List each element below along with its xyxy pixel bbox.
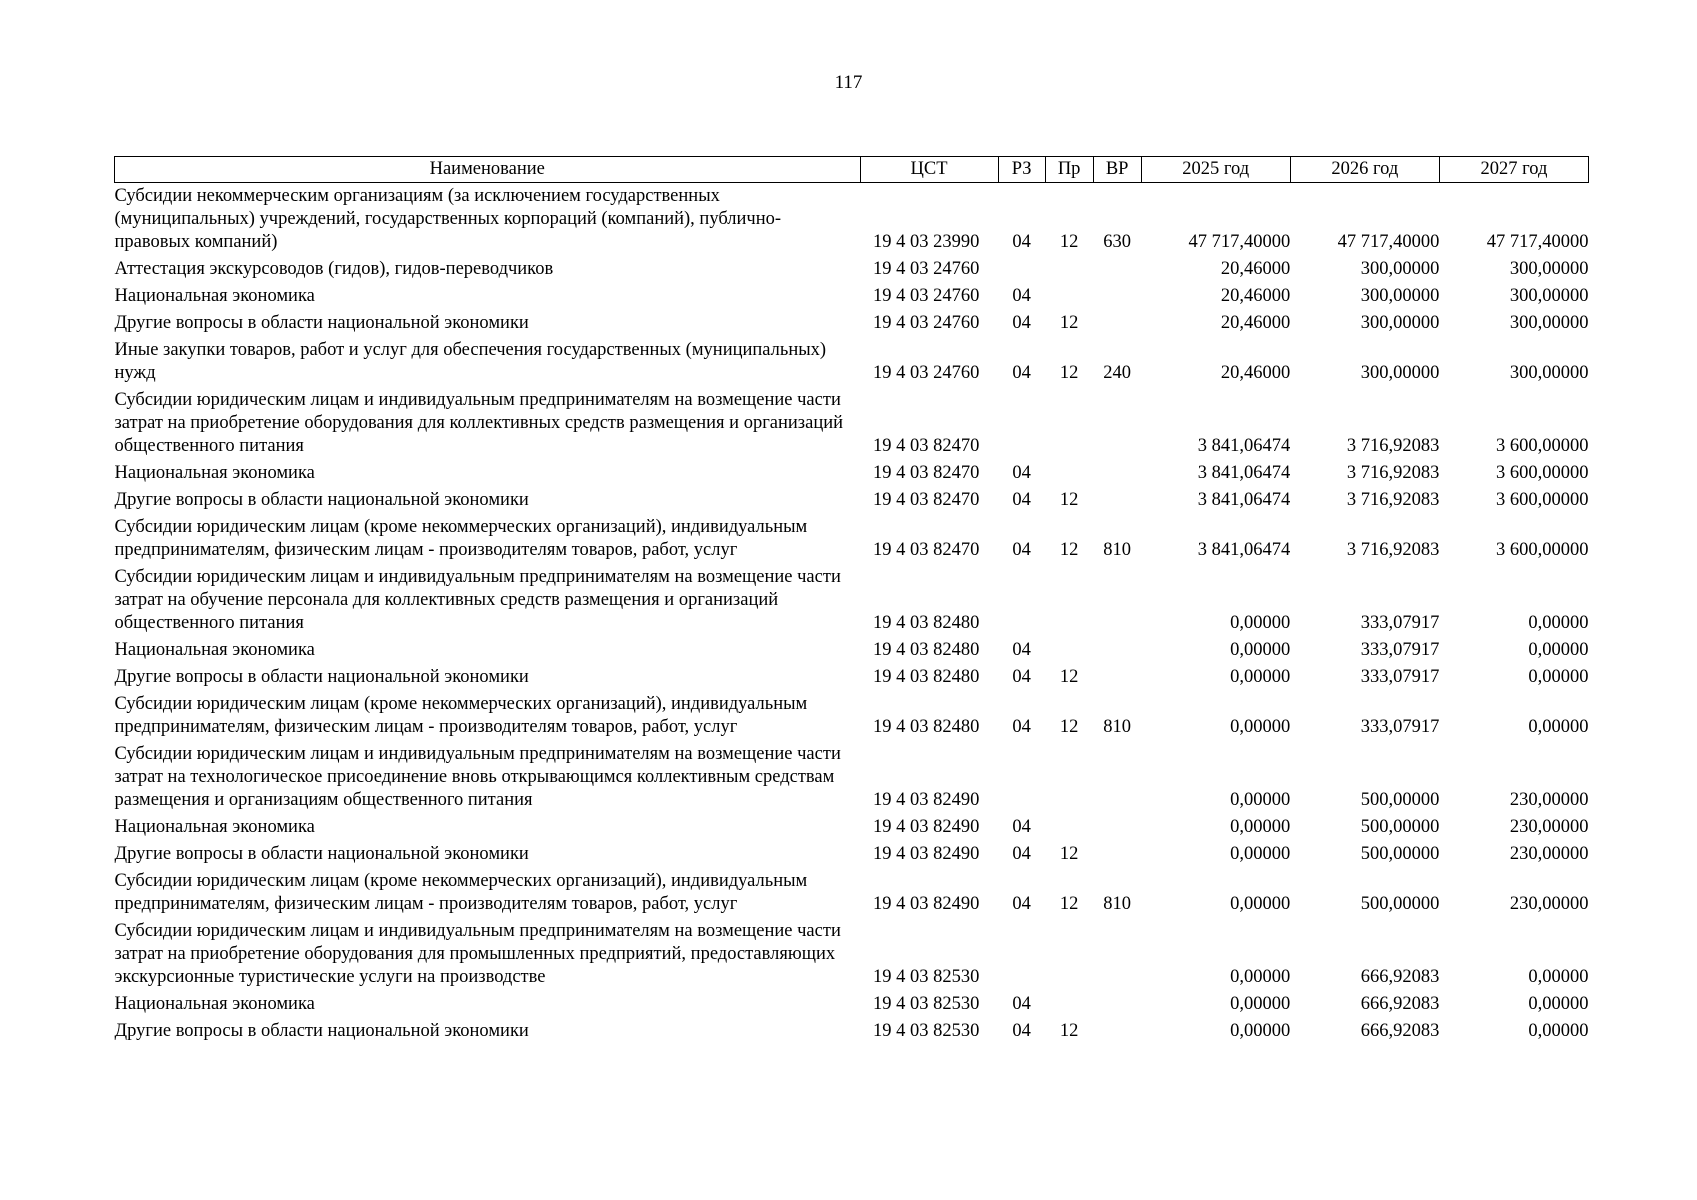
cell-pr: 12 <box>1059 844 1079 864</box>
cell-2027: 300,00000 <box>1509 363 1589 383</box>
header-2025: 2025 год <box>1141 157 1290 183</box>
cell-name: Субсидии юридическим лицам и индивидуальным предпринимателям на возмещение части затрат на обучение персонала для коллективных средств размещения и организаций общественного питания <box>114 567 841 633</box>
header-rz: РЗ <box>998 157 1045 183</box>
cell-2025: 47 717,40000 <box>1188 232 1291 252</box>
cell-rz <box>998 918 1045 991</box>
cell-cst: 19 4 03 82490 <box>873 817 980 837</box>
cell-2025: 0,00000 <box>1230 817 1291 837</box>
cell-2026: 333,07917 <box>1360 640 1440 660</box>
cell-vr <box>1093 387 1141 460</box>
table-row <box>115 460 1589 487</box>
cell-2026: 3 716,92083 <box>1346 463 1440 483</box>
cell-vr: 240 <box>1103 363 1132 383</box>
cell-rz: 04 <box>1012 640 1031 660</box>
cell-cst: 19 4 03 82470 <box>873 540 980 560</box>
cell-pr <box>1045 283 1093 310</box>
cell-2026: 300,00000 <box>1360 313 1440 333</box>
cell-rz: 04 <box>1012 717 1031 737</box>
cell-2027: 230,00000 <box>1509 817 1589 837</box>
header-vr: ВР <box>1093 157 1141 183</box>
cell-2025: 3 841,06474 <box>1197 463 1291 483</box>
table-row <box>115 868 1589 918</box>
cell-2027: 230,00000 <box>1509 790 1589 810</box>
cell-name: Национальная экономика <box>114 463 315 483</box>
cell-name: Аттестация экскурсоводов (гидов), гидов-переводчиков <box>114 259 554 279</box>
cell-cst: 19 4 03 82530 <box>873 967 980 987</box>
cell-name: Субсидии юридическим лицам (кроме некоммерческих организаций), индивидуальным предпринимателям, физическим лицам - производителям товаров, работ, услуг <box>114 871 808 914</box>
cell-pr: 12 <box>1059 232 1079 252</box>
cell-pr: 12 <box>1059 540 1079 560</box>
cell-name: Другие вопросы в области национальной экономики <box>114 667 529 687</box>
cell-rz: 04 <box>1012 540 1031 560</box>
table-row <box>115 991 1589 1018</box>
cell-cst: 19 4 03 82480 <box>873 717 980 737</box>
table-row <box>115 1018 1589 1045</box>
table-row <box>115 918 1589 991</box>
cell-2025: 0,00000 <box>1230 894 1291 914</box>
cell-pr: 12 <box>1059 667 1079 687</box>
cell-name: Другие вопросы в области национальной экономики <box>114 313 529 333</box>
cell-rz: 04 <box>1012 232 1031 252</box>
cell-2025: 0,00000 <box>1230 613 1291 633</box>
cell-cst: 19 4 03 82490 <box>873 790 980 810</box>
table-row <box>115 741 1589 814</box>
cell-vr <box>1093 841 1141 868</box>
cell-2025: 0,00000 <box>1230 844 1291 864</box>
cell-2025: 20,46000 <box>1220 259 1291 279</box>
cell-2027: 0,00000 <box>1528 1021 1589 1041</box>
cell-2026: 3 716,92083 <box>1346 540 1440 560</box>
cell-cst: 19 4 03 82480 <box>873 640 980 660</box>
cell-2026: 333,07917 <box>1360 717 1440 737</box>
cell-2026: 500,00000 <box>1360 894 1440 914</box>
cell-2027: 47 717,40000 <box>1486 232 1589 252</box>
cell-2025: 3 841,06474 <box>1197 540 1291 560</box>
cell-2026: 3 716,92083 <box>1346 436 1440 456</box>
cell-2026: 300,00000 <box>1360 286 1440 306</box>
table-row <box>115 337 1589 387</box>
cell-name: Национальная экономика <box>114 817 315 837</box>
cell-cst: 19 4 03 82490 <box>873 844 980 864</box>
cell-2025: 0,00000 <box>1230 667 1291 687</box>
cell-rz: 04 <box>1012 490 1031 510</box>
cell-2025: 20,46000 <box>1220 286 1291 306</box>
cell-pr: 12 <box>1059 894 1079 914</box>
cell-name: Иные закупки товаров, работ и услуг для обеспечения государственных (муниципальных) нужд <box>114 340 827 383</box>
cell-name: Другие вопросы в области национальной экономики <box>114 844 529 864</box>
cell-rz <box>998 256 1045 283</box>
cell-rz: 04 <box>1012 844 1031 864</box>
cell-vr <box>1093 991 1141 1018</box>
cell-rz: 04 <box>1012 313 1031 333</box>
cell-2026: 3 716,92083 <box>1346 490 1440 510</box>
cell-2027: 300,00000 <box>1509 259 1589 279</box>
cell-vr <box>1093 460 1141 487</box>
cell-pr: 12 <box>1059 490 1079 510</box>
cell-cst: 19 4 03 82490 <box>873 894 980 914</box>
table-row <box>115 183 1589 257</box>
table-row <box>115 564 1589 637</box>
header-2026: 2026 год <box>1290 157 1439 183</box>
cell-cst: 19 4 03 24760 <box>873 313 980 333</box>
cell-cst: 19 4 03 24760 <box>873 259 980 279</box>
cell-vr <box>1093 814 1141 841</box>
header-name: Наименование <box>115 157 861 183</box>
table-row <box>115 256 1589 283</box>
cell-cst: 19 4 03 82470 <box>873 490 980 510</box>
cell-pr <box>1045 637 1093 664</box>
cell-2025: 0,00000 <box>1230 717 1291 737</box>
page-number: 117 <box>834 72 863 93</box>
cell-vr: 810 <box>1103 717 1132 737</box>
cell-2025: 0,00000 <box>1230 640 1291 660</box>
cell-name: Субсидии юридическим лицам и индивидуальным предпринимателям на возмещение части затрат на приобретение оборудования для коллективных средств размещения и организаций общественного питания <box>114 390 844 456</box>
cell-name: Субсидии юридическим лицам (кроме некоммерческих организаций), индивидуальным предпринимателям, физическим лицам - производителям товаров, работ, услуг <box>114 517 808 560</box>
cell-vr: 630 <box>1103 232 1132 252</box>
header-pr: Пр <box>1045 157 1093 183</box>
table-row <box>115 637 1589 664</box>
cell-pr <box>1045 918 1093 991</box>
cell-cst: 19 4 03 82480 <box>873 613 980 633</box>
cell-pr <box>1045 387 1093 460</box>
cell-2026: 500,00000 <box>1360 817 1440 837</box>
cell-cst: 19 4 03 23990 <box>873 232 980 252</box>
cell-rz: 04 <box>1012 894 1031 914</box>
cell-vr <box>1093 487 1141 514</box>
cell-pr <box>1045 564 1093 637</box>
budget-table <box>114 156 1589 1045</box>
cell-2026: 666,92083 <box>1360 1021 1440 1041</box>
cell-2025: 20,46000 <box>1220 313 1291 333</box>
cell-vr: 810 <box>1103 540 1132 560</box>
cell-vr <box>1093 664 1141 691</box>
cell-rz <box>998 387 1045 460</box>
cell-2026: 500,00000 <box>1360 844 1440 864</box>
cell-name: Национальная экономика <box>114 640 315 660</box>
cell-cst: 19 4 03 82470 <box>873 436 980 456</box>
cell-cst: 19 4 03 82470 <box>873 463 980 483</box>
cell-vr <box>1093 637 1141 664</box>
table-row <box>115 691 1589 741</box>
cell-rz: 04 <box>1012 667 1031 687</box>
cell-vr: 810 <box>1103 894 1132 914</box>
cell-pr: 12 <box>1059 313 1079 333</box>
table-row <box>115 487 1589 514</box>
cell-2027: 0,00000 <box>1528 717 1589 737</box>
cell-rz: 04 <box>1012 817 1031 837</box>
cell-2026: 300,00000 <box>1360 363 1440 383</box>
cell-vr <box>1093 918 1141 991</box>
header-2027: 2027 год <box>1439 157 1588 183</box>
cell-vr <box>1093 1018 1141 1045</box>
cell-pr <box>1045 814 1093 841</box>
table-row <box>115 664 1589 691</box>
cell-2025: 0,00000 <box>1230 1021 1291 1041</box>
header-cst: ЦСТ <box>860 157 998 183</box>
cell-2027: 0,00000 <box>1528 667 1589 687</box>
cell-rz: 04 <box>1012 286 1031 306</box>
cell-pr <box>1045 991 1093 1018</box>
cell-2025: 3 841,06474 <box>1197 490 1291 510</box>
cell-pr: 12 <box>1059 717 1079 737</box>
cell-2025: 3 841,06474 <box>1197 436 1291 456</box>
cell-pr <box>1045 741 1093 814</box>
cell-rz: 04 <box>1012 1021 1031 1041</box>
cell-2027: 3 600,00000 <box>1496 436 1589 456</box>
cell-2025: 0,00000 <box>1230 994 1291 1014</box>
cell-2027: 3 600,00000 <box>1496 540 1589 560</box>
cell-2026: 300,00000 <box>1360 259 1440 279</box>
cell-pr: 12 <box>1059 1021 1079 1041</box>
cell-2027: 300,00000 <box>1509 286 1589 306</box>
cell-2027: 0,00000 <box>1528 967 1589 987</box>
table-row <box>115 283 1589 310</box>
cell-cst: 19 4 03 82530 <box>873 1021 980 1041</box>
cell-2026: 500,00000 <box>1360 790 1440 810</box>
cell-cst: 19 4 03 82530 <box>873 994 980 1014</box>
cell-vr <box>1093 283 1141 310</box>
cell-2027: 0,00000 <box>1528 640 1589 660</box>
cell-rz: 04 <box>1012 363 1031 383</box>
cell-name: Другие вопросы в области национальной экономики <box>114 490 529 510</box>
cell-2026: 333,07917 <box>1360 613 1440 633</box>
cell-vr <box>1093 741 1141 814</box>
cell-2025: 0,00000 <box>1230 790 1291 810</box>
cell-2027: 3 600,00000 <box>1496 490 1589 510</box>
table-row <box>115 814 1589 841</box>
cell-rz: 04 <box>1012 463 1031 483</box>
cell-name: Национальная экономика <box>114 286 315 306</box>
cell-2025: 0,00000 <box>1230 967 1291 987</box>
cell-rz: 04 <box>1012 994 1031 1014</box>
table-row <box>115 310 1589 337</box>
cell-pr <box>1045 460 1093 487</box>
cell-2027: 230,00000 <box>1509 894 1589 914</box>
table-row <box>115 514 1589 564</box>
cell-pr: 12 <box>1059 363 1079 383</box>
cell-cst: 19 4 03 82480 <box>873 667 980 687</box>
cell-cst: 19 4 03 24760 <box>873 363 980 383</box>
cell-2026: 47 717,40000 <box>1337 232 1440 252</box>
cell-vr <box>1093 256 1141 283</box>
cell-2026: 666,92083 <box>1360 967 1440 987</box>
cell-pr <box>1045 256 1093 283</box>
cell-vr <box>1093 310 1141 337</box>
header-row <box>115 157 1589 183</box>
cell-rz <box>998 564 1045 637</box>
cell-name: Национальная экономика <box>114 994 315 1014</box>
table-row <box>115 387 1589 460</box>
cell-2026: 666,92083 <box>1360 994 1440 1014</box>
cell-2025: 20,46000 <box>1220 363 1291 383</box>
cell-cst: 19 4 03 24760 <box>873 286 980 306</box>
cell-2027: 3 600,00000 <box>1496 463 1589 483</box>
cell-vr <box>1093 564 1141 637</box>
cell-2027: 0,00000 <box>1528 613 1589 633</box>
cell-rz <box>998 741 1045 814</box>
cell-2027: 230,00000 <box>1509 844 1589 864</box>
cell-2027: 0,00000 <box>1528 994 1589 1014</box>
table-row <box>115 841 1589 868</box>
table-header <box>115 157 1589 183</box>
cell-2027: 300,00000 <box>1509 313 1589 333</box>
cell-name: Другие вопросы в области национальной экономики <box>114 1021 529 1041</box>
cell-name: Субсидии юридическим лицам и индивидуальным предпринимателям на возмещение части затрат на приобретение оборудования для промышленных предприятий, предоставляющих экскурсионные туристические услуги на производстве <box>114 921 841 987</box>
cell-name: Субсидии юридическим лицам (кроме некоммерческих организаций), индивидуальным предпринимателям, физическим лицам - производителям товаров, работ, услуг <box>114 694 808 737</box>
cell-name: Субсидии юридическим лицам и индивидуальным предпринимателям на возмещение части затрат на технологическое присоединение вновь открывающимся коллективным средствам размещения и организациям общественного питания <box>114 744 841 810</box>
cell-2026: 333,07917 <box>1360 667 1440 687</box>
cell-name: Субсидии некоммерческим организациям (за исключением государственных (муниципальных) учреждений, государственных корпораций (компаний), публично-правовых компаний) <box>114 186 782 252</box>
table-body <box>115 183 1589 1046</box>
